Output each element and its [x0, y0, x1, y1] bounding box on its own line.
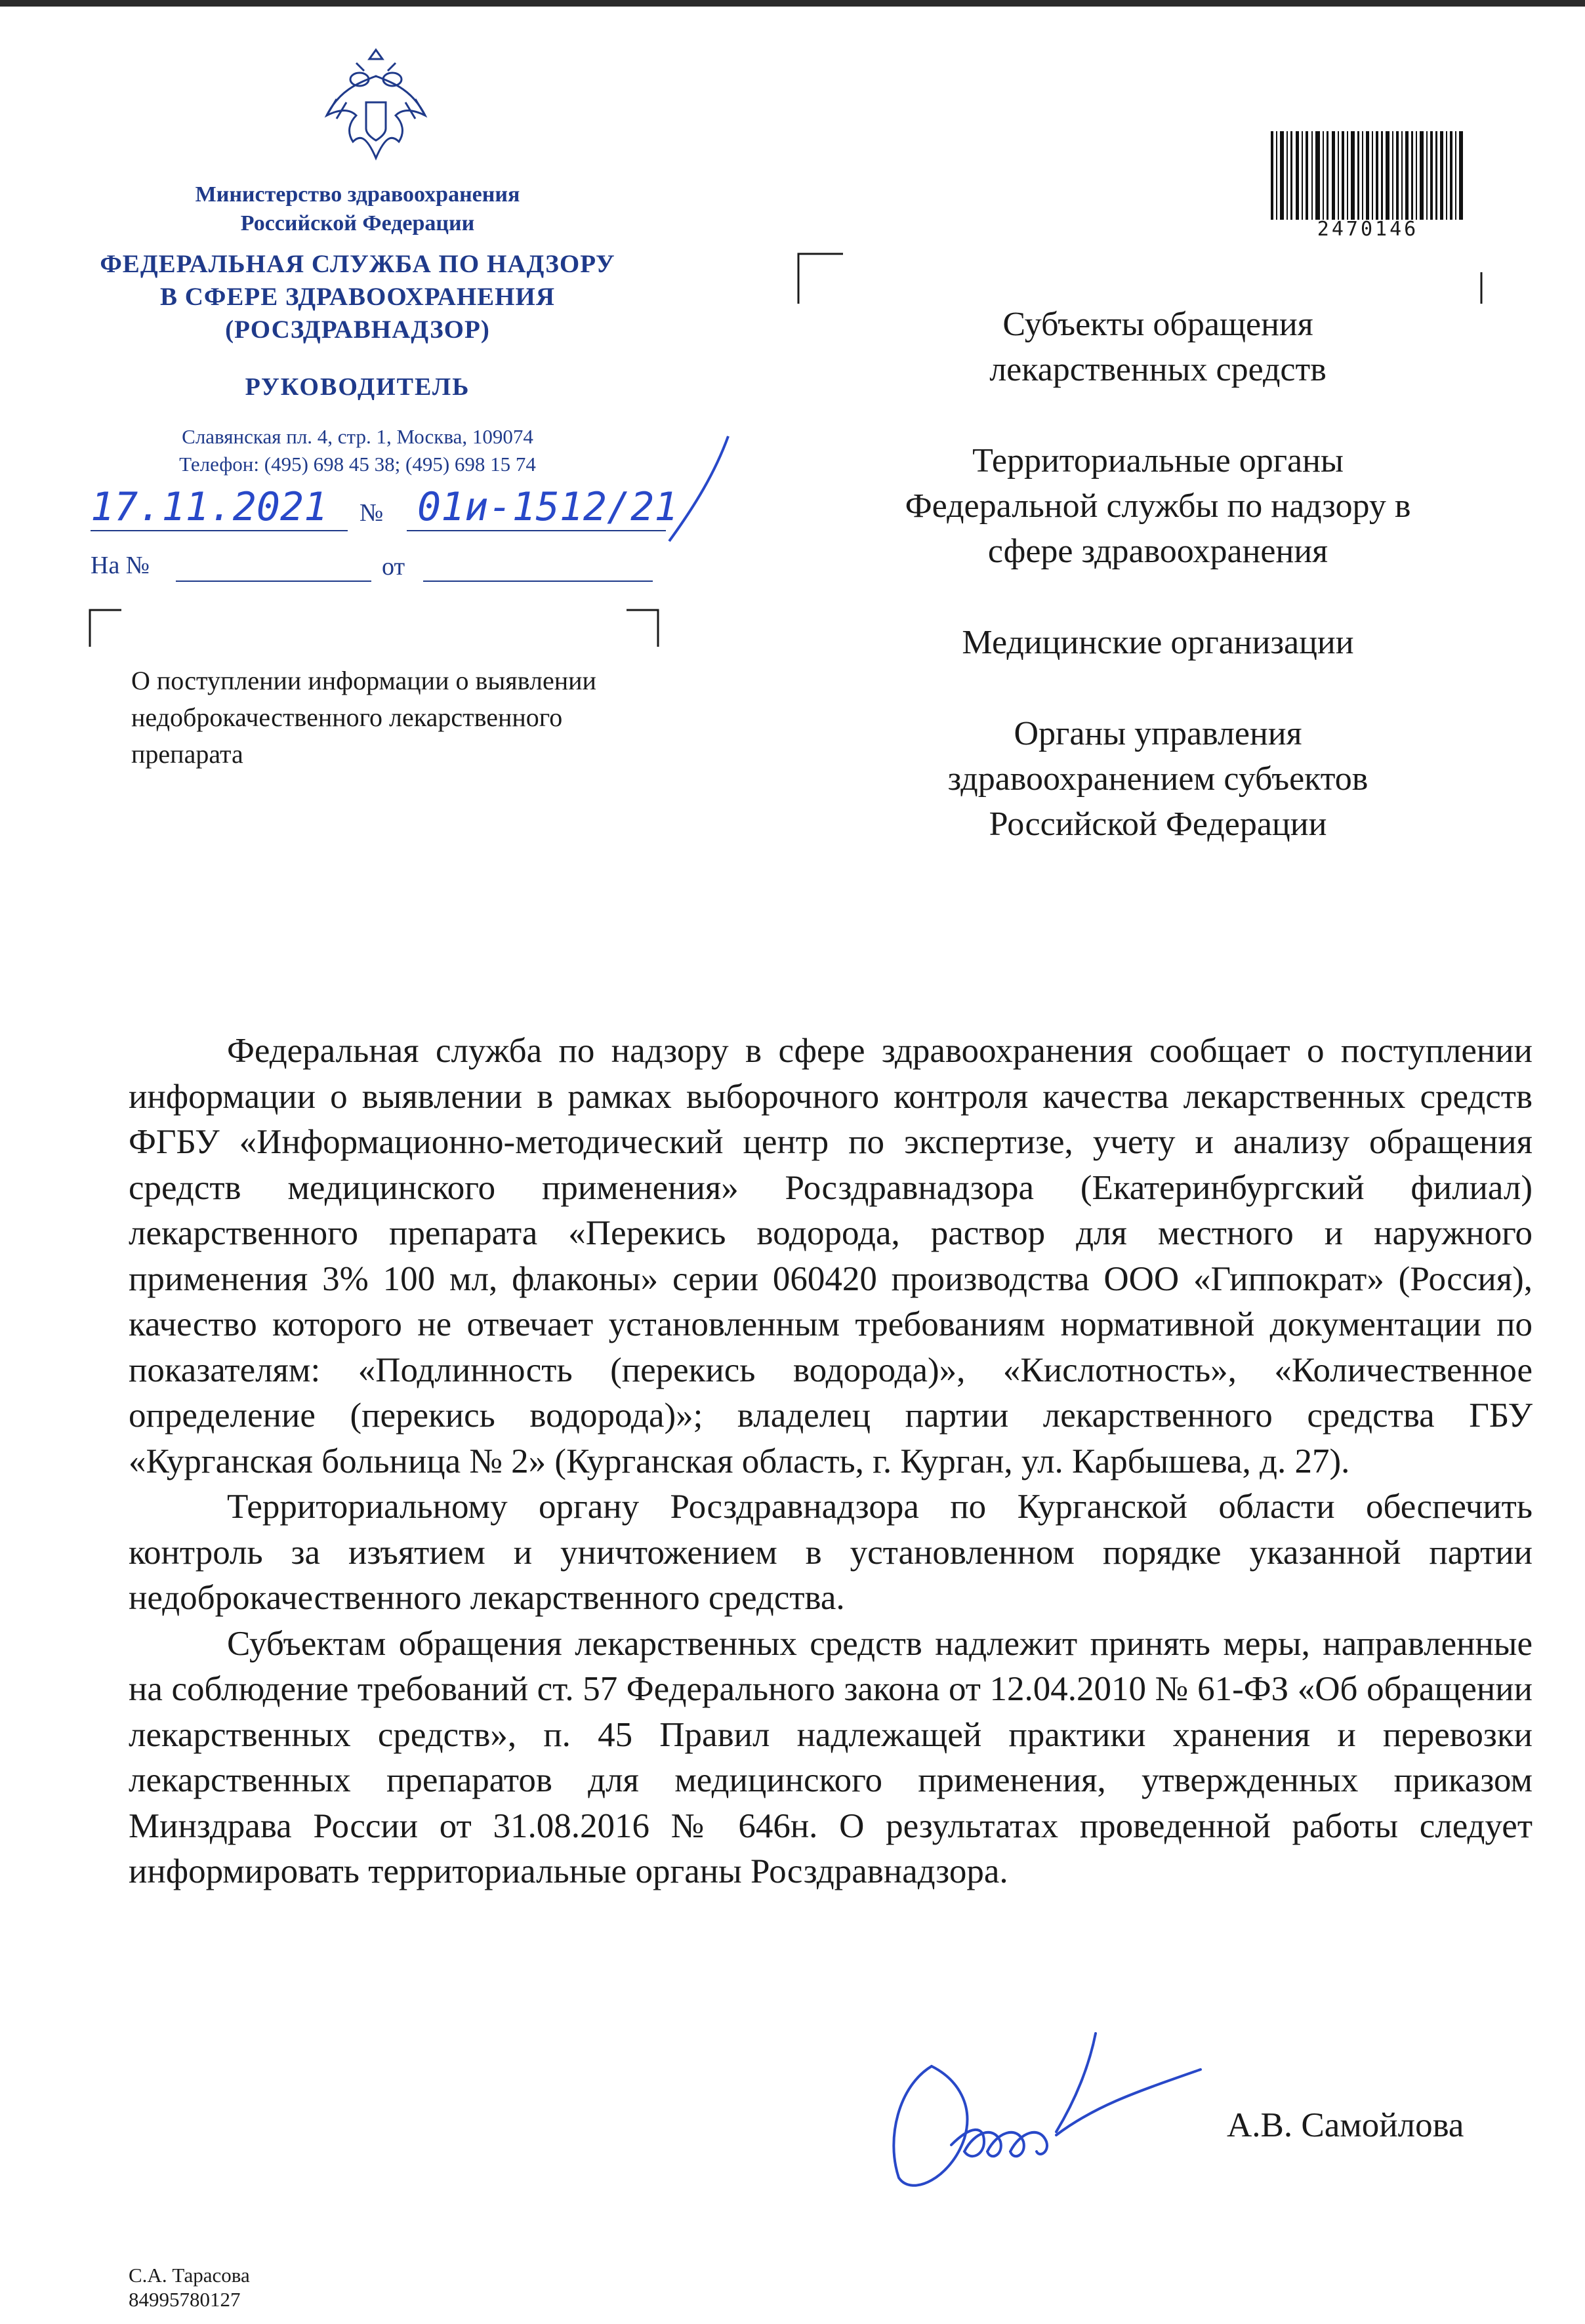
- phone: Телефон: (495) 698 45 38; (495) 698 15 74: [179, 453, 536, 476]
- signatory-name: А.В. Самойлова: [1227, 2106, 1464, 2144]
- handwritten-signature: [859, 2027, 1214, 2197]
- subject-line-3: препарата: [131, 739, 243, 769]
- coat-of-arms-icon: [320, 43, 432, 168]
- letter-subject: [131, 663, 695, 773]
- scan-top-edge: [0, 0, 1585, 7]
- service-name-line2: В СФЕРЕ ЗДРАВООХРАНЕНИЯ: [159, 283, 556, 311]
- executor-phone: 84995780127: [129, 2288, 241, 2311]
- addressee-line: здравоохранением субъектов: [947, 760, 1369, 798]
- position-title: РУКОВОДИТЕЛЬ: [245, 373, 470, 401]
- addressee-line: Территориальные органы: [972, 442, 1344, 479]
- addressee-group: [820, 438, 1496, 574]
- service-name-line3: (РОСЗДРАВНАДЗОР): [225, 316, 490, 344]
- date-underline: [91, 530, 348, 531]
- registration-number: 01и-1512/21: [417, 484, 678, 530]
- registration-date: 17.11.2021: [91, 484, 328, 530]
- addressee-line: Органы управления: [1014, 715, 1302, 752]
- body-paragraph-1: Федеральная служба по надзору в сфере здравоохранения сообщает о поступлении информации о выявлении в рамках выборочного контроля качества лекарственных средств ФГБУ «Информационно-методический центр по экспертизе, учету и анализу обращения средств медицинского применения» Росздравнадзора (Екатеринбургский филиал) лекарственного препарата «Перекись водорода, раствор для местного и наружного применения 3% 100 мл, флаконы» серии 060420 производства ООО «Гиппократ» (Россия), качество которого не отвечает установленным требованиям нормативной документации по показателям: «Подлинность (перекись водорода)», «Кислотность», «Количественное определение (перекись водорода)»; владелец партии лекарственного средства ГБУ «Курганская больница № 2» (Курганская область, г. Курган, ул. Карбышева, д. 27).: [129, 1032, 1533, 1480]
- addressee-group: [820, 620, 1496, 665]
- barcode: [1269, 131, 1466, 220]
- addressees: [820, 302, 1496, 893]
- ministry-name-line1: Министерство здравоохранения: [195, 182, 520, 207]
- reply-number-label: На №: [91, 552, 150, 579]
- number-underline: [407, 530, 666, 531]
- executor-name: С.А. Тарасова: [129, 2264, 250, 2287]
- addressee-line: сфере здравоохранения: [987, 533, 1328, 570]
- ministry-name-line2: Российской Федерации: [240, 211, 475, 235]
- reply-date-field: [423, 581, 653, 582]
- addressee-group: [820, 302, 1496, 392]
- addressee-line: лекарственных средств: [989, 351, 1327, 388]
- addressee-brackets: [797, 253, 1492, 305]
- addressee-line: Субъекты обращения: [1002, 306, 1313, 343]
- addressee-line: Федеральной службы по надзору в: [905, 487, 1411, 525]
- reply-number-field: [176, 581, 371, 582]
- subject-brackets: [89, 609, 659, 648]
- handwritten-slash-mark: [656, 433, 735, 544]
- addressee-line: Российской Федерации: [989, 805, 1327, 843]
- body-paragraph-3: Субъектам обращения лекарственных средств надлежит принять меры, направленные на соблюдение требований ст. 57 Федерального закона от 12.04.2010 № 61-ФЗ «Об обращении лекарственных средств», п. 45 Правил надлежащей практики хранения и перевозки лекарственных препаратов для медицинского применения, утвержденных приказом Минздрава России от 31.08.2016 № 646н. О результатах проведенной работы следует информировать территориальные органы Росздравнадзора.: [129, 1624, 1533, 1890]
- barcode-number: 2470146: [1317, 218, 1419, 241]
- number-sign: №: [360, 499, 384, 527]
- address: Славянская пл. 4, стр. 1, Москва, 109074: [182, 425, 533, 448]
- service-name-line1: ФЕДЕРАЛЬНАЯ СЛУЖБА ПО НАДЗОРУ: [100, 250, 615, 278]
- subject-line-1: О поступлении информации о выявлении: [131, 666, 596, 695]
- letter-body: [129, 1029, 1533, 1895]
- body-paragraph-2: Территориальному органу Росздравнадзора по Курганской области обеспечить контроль за изъятием и уничтожением в установленном порядке указанной партии недоброкачественного лекарственного средства.: [129, 1488, 1533, 1617]
- executor-info: [129, 2263, 250, 2312]
- reply-from-label: от: [382, 553, 405, 581]
- subject-line-2: недоброкачественного лекарственного: [131, 703, 563, 732]
- addressee-group: [820, 711, 1496, 847]
- addressee-line: Медицинские организации: [962, 624, 1354, 661]
